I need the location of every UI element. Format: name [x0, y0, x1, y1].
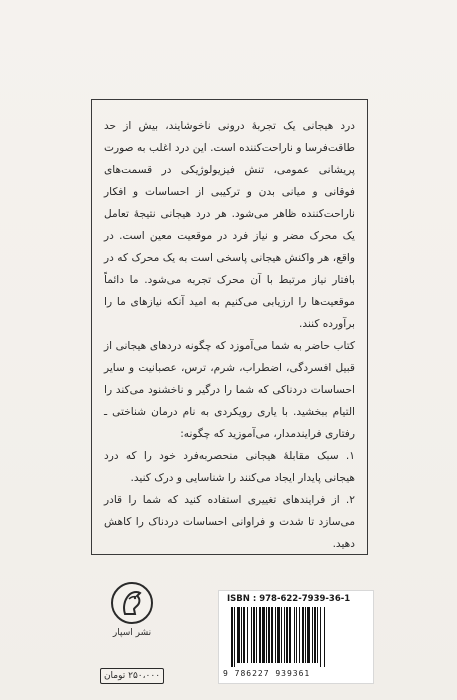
blurb-text [104, 115, 355, 555]
horse-head-logo-icon [111, 582, 153, 624]
benefit-item-1: ۱. سبک مقابلهٔ هیجانی منحصربه‌فرد خود را که درد هیجانی پایدار ایجاد می‌کنند را شناسایی و درک کنید. [104, 450, 355, 484]
publisher-name: نشر اسپار [112, 628, 152, 638]
blurb-paragraph-2: کتاب حاضر به شما می‌آموزد که چگونه دردهای هیجانی از قبیل افسردگی، اضطراب، شرم، ترس، عصبانیت و سایر احساسات دردناکی که شما را درگیر و ناخشنود می‌کند را التیام ببخشید. با یاری رویکردی به نام درمان شناختی ـ رفتاری فرایندمدار، می‌آموزید که چگونه: [104, 340, 355, 440]
benefit-item-2: ۲. از فرایندهای تغییری استفاده کنید که شما را قادر می‌سازد تا شدت و فراوانی احساسات دردناک را کاهش دهید. [104, 494, 355, 550]
publisher-logo [107, 582, 159, 670]
blurb-frame [91, 99, 368, 555]
barcode-digits: 9 786227 939361 [223, 669, 311, 678]
blurb-paragraph-1: درد هیجانی یک تجربهٔ درونی ناخوشایند، بیش از حد طاقت‌فرسا و ناراحت‌کننده است. این درد اغلب به صورت پریشانی عمومی، تنش فیزیولوژیکی در قسمت‌های فوقانی و میانی بدن و ترکیبی از احساسات و افکار ناراحت‌کننده ظاهر می‌شود. هر درد هیجانی نتیجهٔ تعامل یک محرک مضر و نیاز فرد در موقعیت معین است. در واقع، هر واکنش هیجانی پاسخی است به یک محرک که در بافتار نیاز مرتبط با آن محرک تجربه می‌شود. ما دائماً موقعیت‌ها را ارزیابی می‌کنیم به امید آنکه نیازهای ما را برآورده کنند. [104, 120, 355, 330]
benefits-list [104, 445, 355, 555]
isbn-barcode-panel [218, 590, 374, 684]
barcode-icon [229, 607, 367, 667]
price-label: ۲۵۰،۰۰۰ تومان [100, 668, 164, 684]
isbn-label: ISBN : 978-622-7939-36-1 [227, 594, 351, 604]
